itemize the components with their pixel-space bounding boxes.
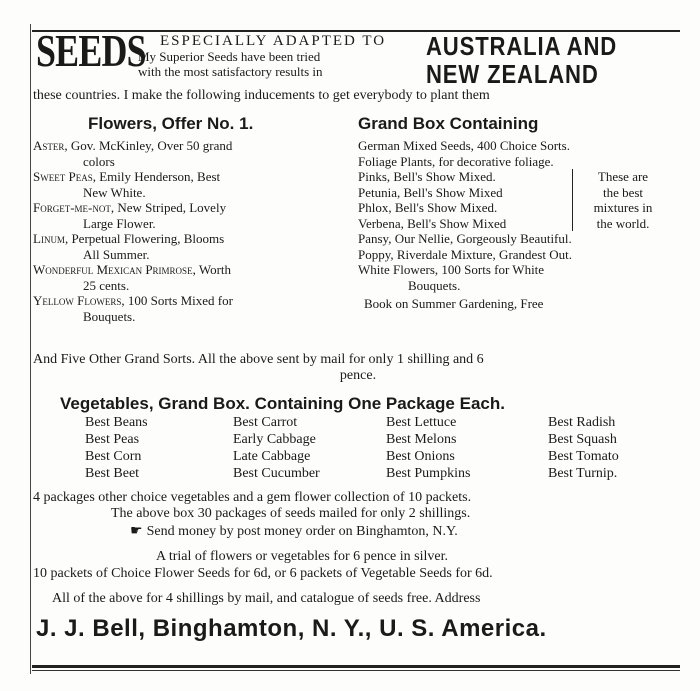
all-above-line: All of the above for 4 shillings by mail, and catalogue of seeds free. Address [52, 591, 481, 606]
vegetable-item: Best Carrot [233, 415, 298, 430]
vegetable-item: Best Lettuce [386, 415, 457, 430]
grand-box-heading: Grand Box Containing [358, 114, 539, 133]
send-money-line: ☛ Send money by post money order on Binghamton, N.Y. [130, 524, 458, 539]
vegetable-item: Best Peas [85, 432, 140, 447]
vegetable-item: Best Cucumber [233, 466, 320, 481]
note-line: the best [602, 184, 644, 200]
intro-line-3: with the most satisfactory results in [138, 64, 323, 79]
country-line-2: NEW ZEALAND [426, 59, 599, 89]
note-line: These are [597, 169, 649, 184]
grand-item-pansy: Pansy, Our Nellie, Gorgeously Beautiful. [358, 231, 572, 246]
vegetable-item: Best Melons [386, 432, 457, 447]
bottom-rule-thin [32, 670, 680, 671]
pointing-hand-icon: ☛ [130, 524, 143, 539]
packages-line: 4 packages other choice vegetables and a gem flower collection of 10 packets. [33, 490, 472, 505]
vegetable-item: Best Corn [85, 449, 142, 464]
trial-line: A trial of flowers or vegetables for 6 pence in silver. [156, 549, 448, 564]
box-line: The above box 30 packages of seeds mailed for only 2 shillings. [111, 506, 471, 521]
mixture-item: Phlox, Bell's Show Mixed. [358, 200, 498, 215]
vegetable-item: Late Cabbage [233, 449, 311, 464]
note-line: the world. [596, 215, 650, 231]
flower-item: Yellow Flowers, 100 Sorts Mixed for Bouquets. [33, 293, 233, 324]
grand-item-foliage: Foliage Plants, for decorative foliage. [358, 153, 554, 169]
country-line-1: AUSTRALIA AND [426, 31, 618, 61]
country-names [426, 32, 617, 88]
vegetable-item: Early Cabbage [233, 432, 316, 447]
vegetable-item: Best Turnip. [548, 466, 618, 481]
grand-item-poppy: Poppy, Riverdale Mixture, Grandest Out. [358, 246, 572, 262]
bottom-rule [32, 665, 680, 668]
flower-item: Aster, Gov. McKinley, Over 50 grand colors [33, 138, 233, 169]
flowers-list [33, 138, 351, 324]
vegetables-heading: Vegetables, Grand Box. Containing One Package Each. [60, 394, 505, 413]
vegetable-item: Best Beet [85, 466, 140, 481]
flower-item: Sweet Peas, Emily Henderson, Best New White. [33, 169, 221, 200]
vegetables-grid [85, 414, 685, 482]
grand-item-white: White Flowers, 100 Sorts for White Bouquets. [358, 262, 545, 293]
intro-block [138, 34, 438, 79]
mixture-item: Verbena, Bell's Show Mixed [358, 215, 507, 231]
flower-item: Wonderful Mexican Primrose, Worth 25 cents. [33, 262, 232, 293]
intro-line-1: ESPECIALLY ADAPTED TO [160, 33, 387, 49]
mixture-item: Pinks, Bell's Show Mixed. [358, 169, 496, 184]
note-line: mixtures in [593, 200, 653, 215]
advertiser-name: J. J. Bell, Binghamton, N. Y., U. S. America. [36, 615, 547, 642]
intro-line-4: these countries. I make the following inducements to get everybody to plant them [33, 88, 490, 103]
mixture-item: Petunia, Bell's Show Mixed [358, 184, 503, 200]
seeds-title: SEEDS [36, 25, 146, 76]
intro-line-2: My Superior Seeds have been tried [138, 49, 321, 64]
five-other-line: And Five Other Grand Sorts. All the above sent by mail for only 1 shilling and 6 pence. [33, 352, 484, 383]
grand-box-list [358, 138, 680, 312]
vegetable-item: Best Beans [85, 415, 148, 430]
vegetable-item: Best Tomato [548, 449, 619, 464]
left-border-line [30, 24, 31, 674]
mixtures-names [358, 169, 573, 231]
vegetable-item: Best Radish [548, 415, 616, 430]
vegetable-item: Best Onions [386, 449, 455, 464]
mixtures-note [573, 169, 673, 231]
grand-item-book: Book on Summer Gardening, Free [364, 296, 544, 311]
flower-item: Forget-me-not, New Striped, Lovely Large Flower. [33, 200, 227, 231]
mixtures-box [358, 169, 680, 231]
flower-item: Linum, Perpetual Flowering, Blooms All Summer. [33, 231, 225, 262]
vegetable-item: Best Squash [548, 432, 617, 447]
grand-item-german: German Mixed Seeds, 400 Choice Sorts. [358, 138, 570, 153]
vegetable-item: Best Pumpkins [386, 466, 471, 481]
flowers-heading: Flowers, Offer No. 1. [88, 114, 254, 133]
ten-packets-line: 10 packets of Choice Flower Seeds for 6d, or 6 packets of Vegetable Seeds for 6d. [33, 566, 493, 581]
